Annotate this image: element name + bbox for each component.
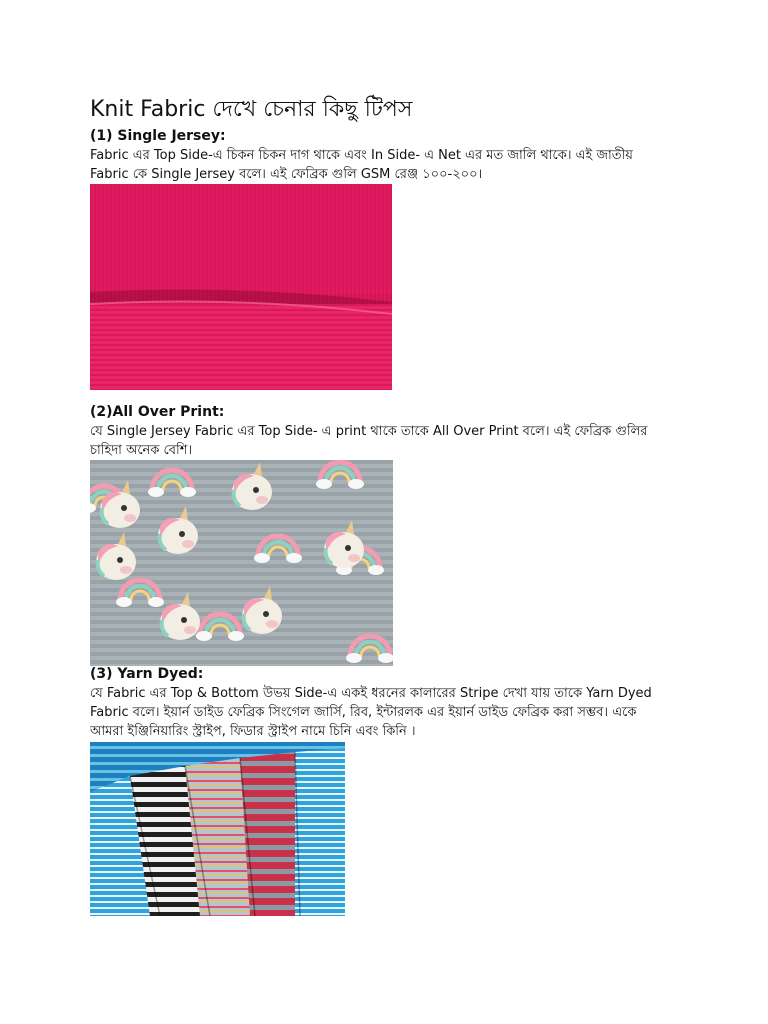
section-heading-all-over-print: (2)All Over Print: [90, 404, 225, 420]
text-line: Fabric বলে। ইয়ার্ন ডাইড ফেব্রিক সিংগেল জার্সি, রিব, ইন্টারলক এর ইয়ার্ন ডাইড ফেব্রিক করা সম্ভব। একে [90, 705, 637, 720]
section-text-single-jersey [90, 146, 680, 184]
text-line: যে Fabric এর Top & Bottom উভয় Side-এ একই ধরনের কালারের Stripe দেখা যায় তাকে Yarn Dyed [90, 686, 652, 701]
section-text-yarn-dyed [90, 684, 680, 741]
all-over-print-fabric-image [90, 460, 393, 666]
section-text-all-over-print [90, 422, 680, 460]
yarn-dyed-fabric-image [90, 742, 345, 916]
text-line: Fabric কে Single Jersey বলে। এই ফেব্রিক গুলি GSM রেঞ্জ ১০০-২০০। [90, 167, 483, 182]
section-heading-yarn-dyed: (3) Yarn Dyed: [90, 666, 204, 682]
text-line: আমরা ইঞ্জিনিয়ারিং স্ট্রাইপ, ফিডার স্ট্রাইপ নামে চিনি এবং কিনি । [90, 724, 416, 739]
text-line: চাহিদা অনেক বেশি। [90, 443, 193, 458]
text-line: যে Single Jersey Fabric এর Top Side- এ print থাকে তাকে All Over Print বলে। এই ফেব্রিক গুলির [90, 424, 648, 439]
single-jersey-fabric-image [90, 184, 392, 390]
page-title: Knit Fabric দেখে চেনার কিছু টিপস [90, 97, 413, 122]
section-heading-single-jersey: (1) Single Jersey: [90, 128, 226, 144]
text-line: Fabric এর Top Side-এ চিকন চিকন দাগ থাকে এবং In Side- এ Net এর মত জালি থাকে। এই জাতীয় [90, 148, 633, 163]
